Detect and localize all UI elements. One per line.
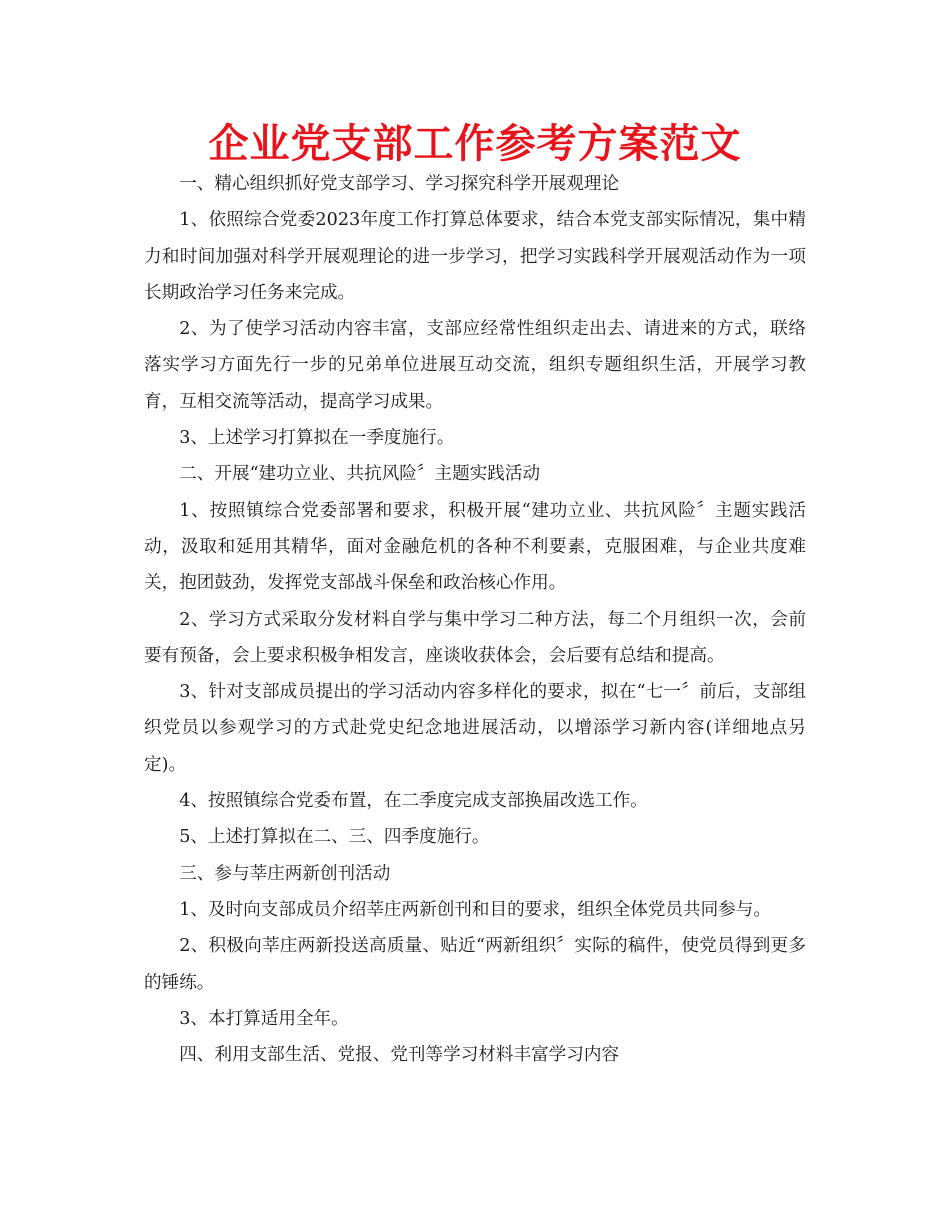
section-heading-4: 四、利用支部生活、党报、党刊等学习材料丰富学习内容 [179,1045,620,1066]
paragraph: 5、上述打算拟在二、三、四季度施行。 [179,827,490,848]
paragraph: 2、学习方式采取分发材料自学与集中学习二种方法，每二个月组织一次，会前要有预备，会上要求积极争相发言，座谈收获体会，会后要有总结和提高。 [144,609,806,666]
document-title: 企业党支部工作参考方案范文 [208,121,742,167]
section-heading-1: 一、精心组织抓好党支部学习、学习探究科学开展观理论 [179,174,620,194]
paragraph: 3、本打算适用全年。 [179,1008,349,1029]
document-body [144,166,806,1073]
paragraph: 4、按照镇综合党委布置，在二季度完成支部换届改选工作。 [179,791,648,812]
paragraph: 1、及时向支部成员介绍莘庄两新创刊和目的要求，组织全体党员共同参与。 [179,899,771,920]
paragraph: 1、依照综合党委2023年度工作打算总体要求，结合本党支部实际情况，集中精力和时间加强对科学开展观理论的进一步学习，把学习实践科学开展观活动作为一项长期政治学习任务来完成。 [144,210,806,303]
paragraph: 3、针对支部成员提出的学习活动内容多样化的要求，拟在“七一〞前后，支部组织党员以参观学习的方式赴党史纪念地进展活动，以增添学习新内容(详细地点另定)。 [144,682,806,775]
paragraph: 1、按照镇综合党委部署和要求，积极开展“建功立业、共抗风险〞主题实践活动，汲取和延用其精华，面对金融危机的各种不利要素，克服困难，与企业共度难关，抱团鼓劲，发挥党支部战斗保垒和政治核心作用。 [144,500,806,594]
paragraph: 2、为了使学习活动内容丰富，支部应经常性组织走出去、请进来的方式，联络落实学习方面先行一步的兄弟单位进展互动交流，组织专题组织生活，开展学习教育，互相交流等活动，提高学习成果。 [144,319,806,412]
section-heading-3: 三、参与莘庄两新创刊活动 [179,863,391,884]
paragraph: 3、上述学习打算拟在一季度施行。 [179,428,455,449]
paragraph: 2、积极向莘庄两新投送高质量、贴近“两新组织〞实际的稿件，使党员得到更多的锤练。 [144,936,806,993]
section-heading-2: 二、开展“建功立业、共抗风险〞主题实践活动 [179,464,541,485]
